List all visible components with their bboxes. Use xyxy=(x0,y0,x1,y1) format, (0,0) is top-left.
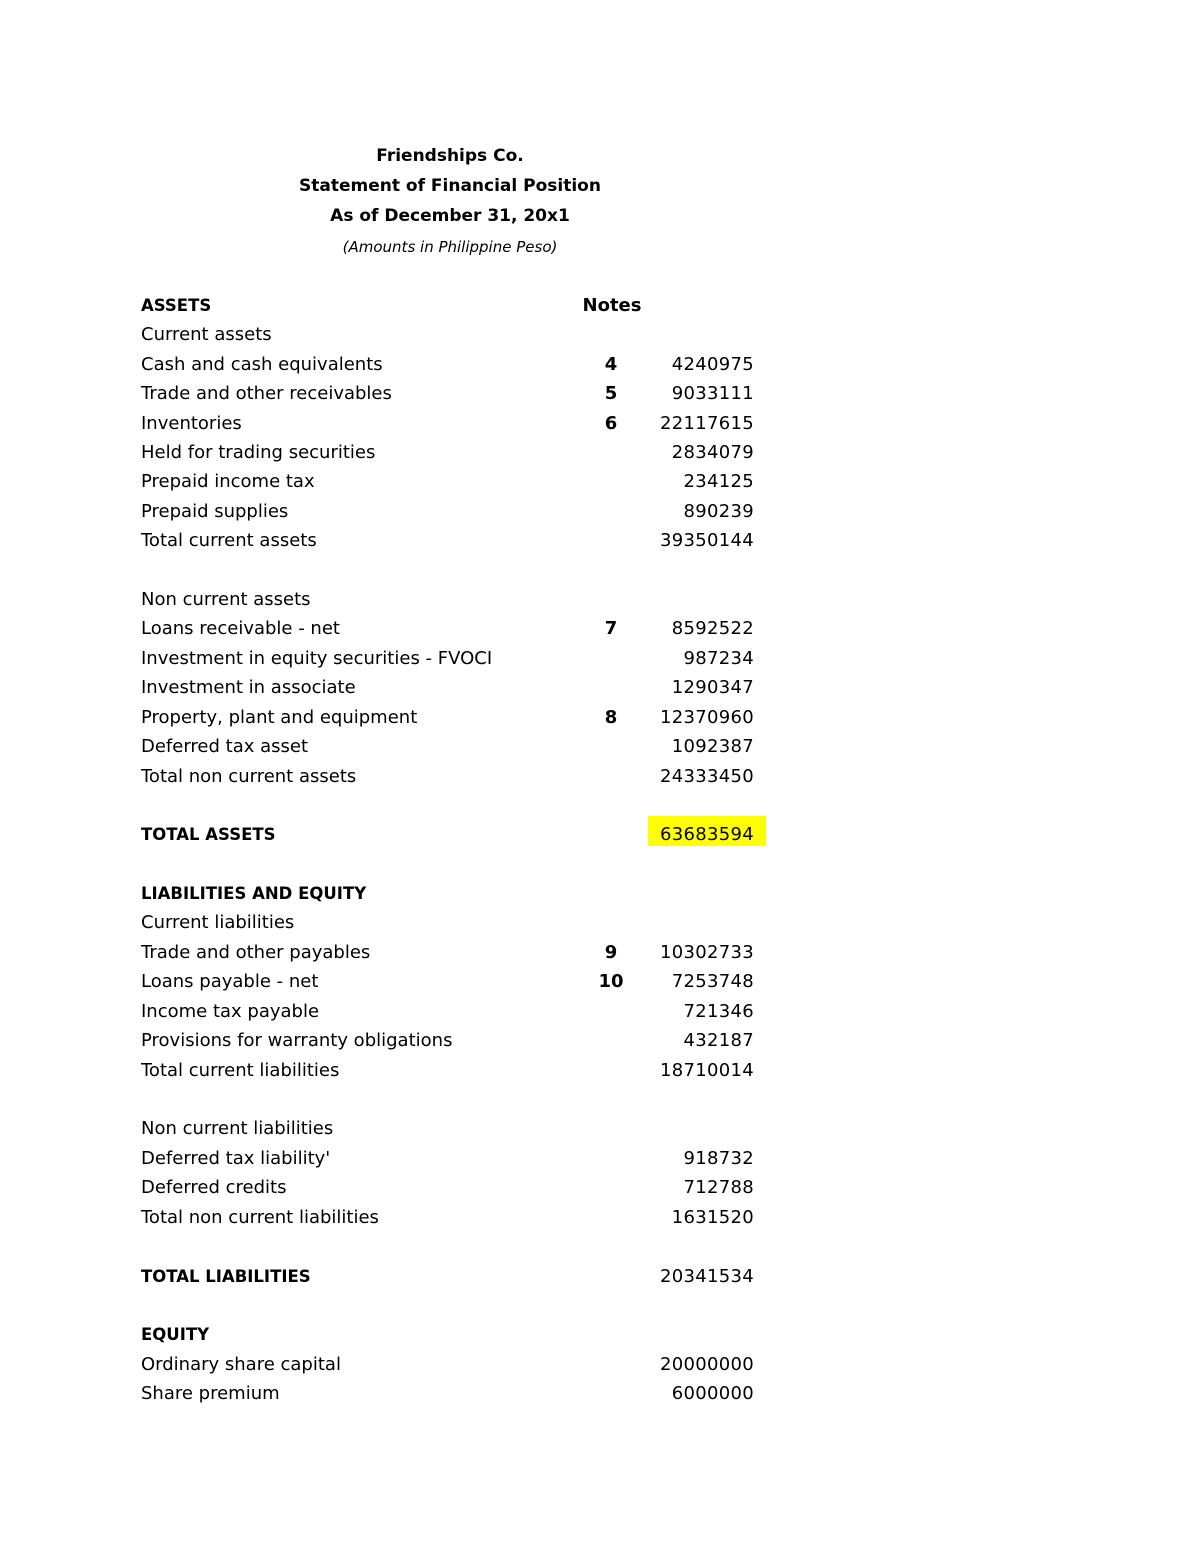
line-amount: 987234 xyxy=(683,648,754,669)
line-amount: 1092387 xyxy=(671,736,754,757)
line-label: Trade and other receivables xyxy=(141,383,392,404)
subtotal-row xyxy=(0,1204,1200,1232)
line-amount: 39350144 xyxy=(659,530,754,551)
line-label: Loans receivable - net xyxy=(141,618,340,639)
line-label: Deferred tax asset xyxy=(141,736,309,757)
line-amount: 918732 xyxy=(683,1148,754,1169)
statement-title: Statement of Financial Position xyxy=(299,176,601,196)
assets-title: ASSETS xyxy=(141,296,212,315)
assets-heading-row xyxy=(0,292,1200,320)
line-label: Deferred tax liability' xyxy=(141,1148,331,1169)
line-label: Held for trading securities xyxy=(141,442,376,463)
line-label: Prepaid income tax xyxy=(141,471,315,492)
total-liabilities-label: TOTAL LIABILITIES xyxy=(141,1267,311,1286)
line-amount: 4240975 xyxy=(671,354,754,375)
line-item-row xyxy=(0,1027,1200,1055)
line-label: Cash and cash equivalents xyxy=(141,354,383,375)
line-item-row xyxy=(0,410,1200,438)
current-liabilities-heading xyxy=(0,909,1200,937)
line-amount: 234125 xyxy=(683,471,754,492)
line-item-row xyxy=(0,498,1200,526)
line-label: Total current assets xyxy=(141,530,317,551)
line-item-row xyxy=(0,733,1200,761)
line-item-row xyxy=(0,468,1200,496)
line-item-row xyxy=(0,439,1200,467)
section-subtitle: Non current liabilities xyxy=(141,1118,334,1139)
line-label: Provisions for warranty obligations xyxy=(141,1030,453,1051)
company-name: Friendships Co. xyxy=(376,146,524,166)
line-label: Income tax payable xyxy=(141,1001,320,1022)
line-amount: 24333450 xyxy=(659,766,754,787)
line-note: 7 xyxy=(604,618,618,639)
line-label: Total non current liabilities xyxy=(141,1207,379,1228)
subtotal-row xyxy=(0,1057,1200,1085)
line-note: 8 xyxy=(604,707,618,728)
line-label: Inventories xyxy=(141,413,242,434)
line-item-row xyxy=(0,351,1200,379)
line-label: Trade and other payables xyxy=(141,942,371,963)
line-item-row xyxy=(0,704,1200,732)
line-label: Total current liabilities xyxy=(141,1060,340,1081)
subtotal-row xyxy=(0,763,1200,791)
non-current-assets-heading xyxy=(0,586,1200,614)
subtotal-row xyxy=(0,527,1200,555)
line-item-row xyxy=(0,939,1200,967)
line-note: 9 xyxy=(604,942,618,963)
line-item-row xyxy=(0,998,1200,1026)
statement-date: As of December 31, 20x1 xyxy=(330,206,570,226)
line-amount: 8592522 xyxy=(671,618,754,639)
total-liabilities-amount: 20341534 xyxy=(659,1266,754,1287)
line-item-row xyxy=(0,1174,1200,1202)
line-amount: 20000000 xyxy=(659,1354,754,1375)
line-amount: 1631520 xyxy=(671,1207,754,1228)
line-label: Investment in associate xyxy=(141,677,356,698)
currency-note: (Amounts in Philippine Peso) xyxy=(342,238,558,256)
line-label: Deferred credits xyxy=(141,1177,287,1198)
line-item-row xyxy=(0,1351,1200,1379)
line-label: Ordinary share capital xyxy=(141,1354,341,1375)
non-current-liabilities-heading xyxy=(0,1115,1200,1143)
line-amount: 7253748 xyxy=(671,971,754,992)
line-amount: 2834079 xyxy=(671,442,754,463)
line-amount: 890239 xyxy=(683,501,754,522)
line-amount: 18710014 xyxy=(659,1060,754,1081)
line-amount: 22117615 xyxy=(659,413,754,434)
line-note: 5 xyxy=(604,383,618,404)
line-item-row xyxy=(0,1145,1200,1173)
notes-column-header: Notes xyxy=(582,295,642,316)
line-item-row xyxy=(0,674,1200,702)
line-label: Investment in equity securities - FVOCI xyxy=(141,648,493,669)
line-amount: 6000000 xyxy=(671,1383,754,1404)
line-note: 4 xyxy=(604,354,618,375)
equity-heading xyxy=(0,1321,1200,1349)
line-note: 10 xyxy=(598,971,624,992)
line-amount: 1290347 xyxy=(671,677,754,698)
line-label: Property, plant and equipment xyxy=(141,707,418,728)
liabilities-equity-heading xyxy=(0,880,1200,908)
line-amount: 432187 xyxy=(683,1030,754,1051)
section-subtitle: Current liabilities xyxy=(141,912,295,933)
line-amount: 10302733 xyxy=(659,942,754,963)
line-item-row xyxy=(0,380,1200,408)
line-item-row xyxy=(0,645,1200,673)
section-subtitle: Non current assets xyxy=(141,589,311,610)
line-label: Prepaid supplies xyxy=(141,501,289,522)
line-amount: 12370960 xyxy=(659,707,754,728)
total-assets-label: TOTAL ASSETS xyxy=(141,825,276,844)
line-item-row xyxy=(0,1380,1200,1408)
total-liabilities-row xyxy=(0,1263,1200,1291)
line-amount: 9033111 xyxy=(671,383,754,404)
line-item-row xyxy=(0,968,1200,996)
line-amount: 721346 xyxy=(683,1001,754,1022)
total-assets-amount: 63683594 xyxy=(659,824,754,845)
line-label: Share premium xyxy=(141,1383,280,1404)
total-assets-row xyxy=(0,821,1200,849)
line-label: Total non current assets xyxy=(141,766,357,787)
line-amount: 712788 xyxy=(683,1177,754,1198)
section-title: LIABILITIES AND EQUITY xyxy=(141,884,367,903)
current-assets-heading xyxy=(0,321,1200,349)
line-item-row xyxy=(0,615,1200,643)
section-title: EQUITY xyxy=(141,1325,210,1344)
line-note: 6 xyxy=(604,413,618,434)
line-label: Loans payable - net xyxy=(141,971,319,992)
section-subtitle: Current assets xyxy=(141,324,272,345)
